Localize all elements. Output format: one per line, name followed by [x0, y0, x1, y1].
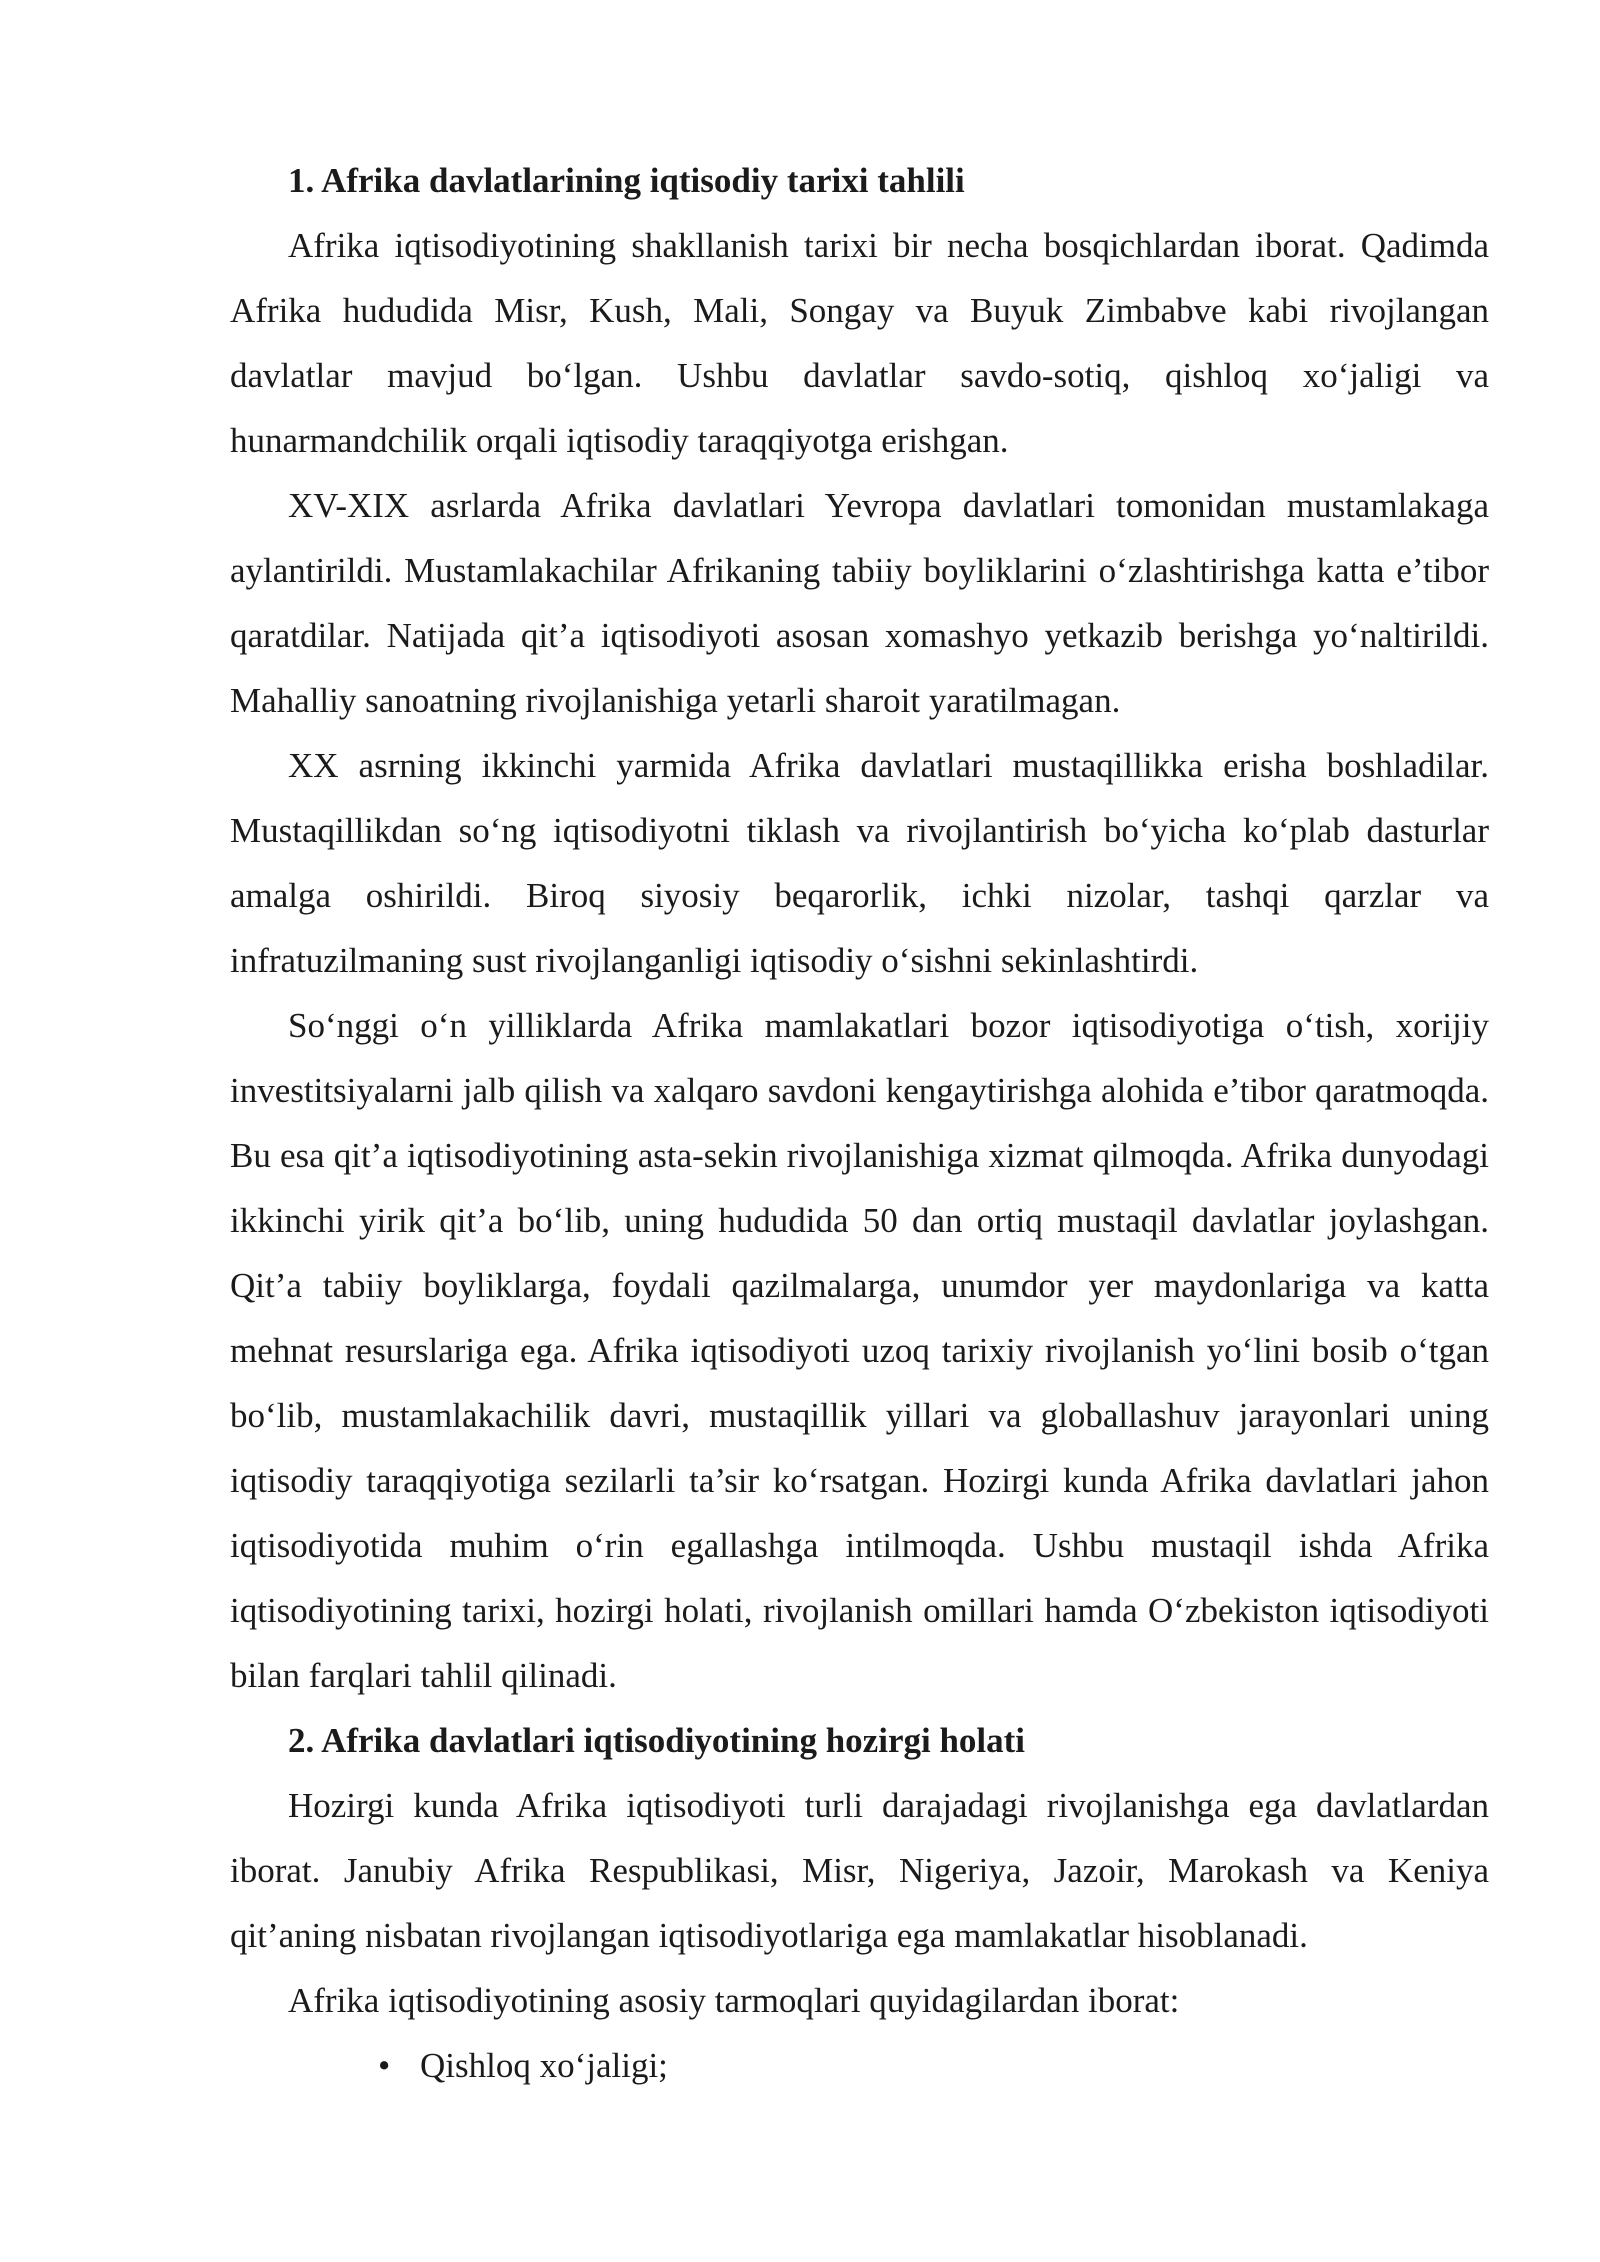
section-2-paragraph-1: Hozirgi kunda Afrika iqtisodiyoti turli darajadagi rivojlanishga ega davlatlardan iborat. Janubiy Afrika Respublikasi, Misr, Nigeriya, Jazoir, Marokash va Keniya qit’aning nisbatan rivojlangan iqtisodiyotlariga ega mamlakatlar hisoblanadi.	[230, 1786, 1489, 1955]
section-2-heading: 2. Afrika davlatlari iqtisodiyotining hozirgi holati	[288, 1721, 1026, 1760]
section-1-paragraph-1: Afrika iqtisodiyotining shakllanish tarixi bir necha bosqichlardan iborat. Qadimda Afrika hududida Misr, Kush, Mali, Songay va Buyuk Zimbabve kabi rivojlangan davlatlar mavjud boʻlgan. Ushbu davlatlar savdo-sotiq, qishloq xoʻjaligi va hunarmandchilik orqali iqtisodiy taraqqiyotga erishgan.	[230, 226, 1489, 460]
section-1-heading: 1. Afrika davlatlarining iqtisodiy tarixi tahlili	[288, 161, 965, 200]
list-item-text: Qishloq xoʻjaligi;	[420, 2046, 668, 2085]
section-1-paragraph-4: Soʻnggi oʻn yilliklarda Afrika mamlakatlari bozor iqtisodiyotiga oʻtish, xorijiy investitsiyalarni jalb qilish va xalqaro savdoni kengaytirishga alohida e’tibor qaratmoqda. Bu esa qit’a iqtisodiyotining asta-sekin rivojlanishiga xizmat qilmoqda. Afrika dunyodagi ikkinchi yirik qit’a boʻlib, uning hududida 50 dan ortiq mustaqil davlatlar joylashgan. Qit’a tabiiy boyliklarga, foydali qazilmalarga, unumdor yer maydonlariga va katta mehnat resurslariga ega. Afrika iqtisodiyoti uzoq tarixiy rivojlanish yoʻlini bosib oʻtgan boʻlib, mustamlakachilik davri, mustaqillik yillari va globallashuv jarayonlari uning iqtisodiy taraqqiyotiga sezilarli ta’sir koʻrsatgan. Hozirgi kunda Afrika davlatlari jahon iqtisodiyotida muhim oʻrin egallashga intilmoqda. Ushbu mustaqil ishda Afrika iqtisodiyotining tarixi, hozirgi holati, rivojlanish omillari hamda Oʻzbekiston iqtisodiyoti bilan farqlari tahlil qilinadi.	[230, 1006, 1489, 1695]
document-page	[230, 148, 1489, 2098]
section-1-paragraph-2: XV-XIX asrlarda Afrika davlatlari Yevropa davlatlari tomonidan mustamlakaga aylantirildi. Mustamlakachilar Afrikaning tabiiy boyliklarini oʻzlashtirishga katta e’tibor qaratdilar. Natijada qit’a iqtisodiyoti asosan xomashyo yetkazib berishga yoʻnaltirildi. Mahalliy sanoatning rivojlanishiga yetarli sharoit yaratilmagan.	[230, 486, 1489, 720]
bullet-dot-icon: •	[378, 2046, 391, 2085]
section-1-paragraph-3: XX asrning ikkinchi yarmida Afrika davlatlari mustaqillikka erisha boshladilar. Mustaqillikdan soʻng iqtisodiyotni tiklash va rivojlantirish boʻyicha koʻplab dasturlar amalga oshirildi. Biroq siyosiy beqarorlik, ichki nizolar, tashqi qarzlar va infratuzilmaning sust rivojlanganligi iqtisodiy oʻsishni sekinlashtirdi.	[230, 746, 1489, 980]
bullet-list	[230, 2033, 1489, 2098]
list-item	[230, 2033, 1489, 2098]
section-2-paragraph-2: Afrika iqtisodiyotining asosiy tarmoqlari quyidagilardan iborat:	[288, 1981, 1180, 2020]
